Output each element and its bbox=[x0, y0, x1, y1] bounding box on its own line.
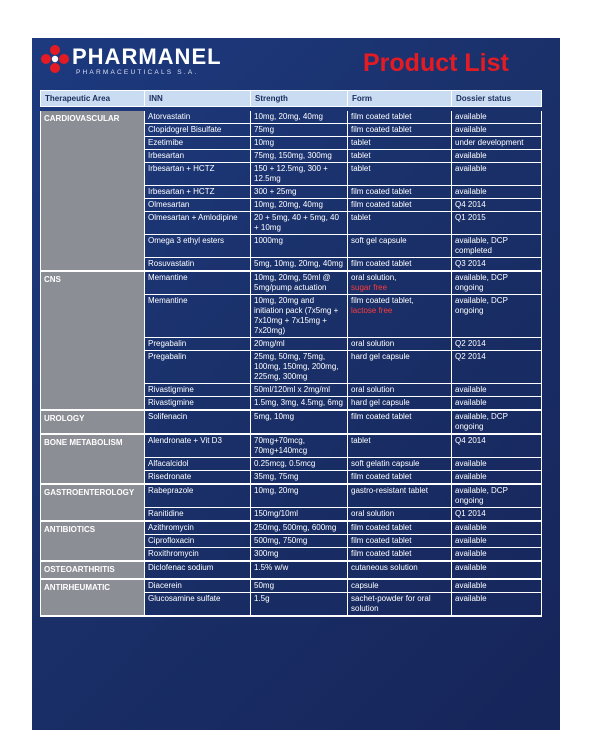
form-cell bbox=[348, 384, 452, 397]
form-cell-text: tablet bbox=[351, 151, 371, 160]
status-cell-text: available bbox=[455, 563, 487, 572]
inn-cell-text: Glucosamine sulfate bbox=[148, 594, 221, 603]
strength-cell-text: 5mg, 10mg bbox=[254, 412, 295, 421]
status-cell-text: available bbox=[455, 398, 487, 407]
strength-cell-text: 150 + 12.5mg, 300 + 12.5mg bbox=[254, 164, 328, 183]
column-header: Strength bbox=[251, 91, 348, 107]
product-list-sheet bbox=[32, 38, 560, 730]
column-header: Therapeutic Area bbox=[41, 91, 145, 107]
status-cell bbox=[452, 351, 542, 384]
strength-cell-text: 1.5g bbox=[254, 594, 270, 603]
status-cell bbox=[452, 410, 542, 434]
inn-cell-text: Diacerein bbox=[148, 581, 182, 590]
status-cell bbox=[452, 484, 542, 508]
status-cell bbox=[452, 535, 542, 548]
strength-cell bbox=[251, 410, 348, 434]
form-cell bbox=[348, 535, 452, 548]
status-cell-text: available bbox=[455, 549, 487, 558]
form-cell bbox=[348, 295, 452, 338]
inn-cell-text: Azithromycin bbox=[148, 523, 194, 532]
status-cell bbox=[452, 397, 542, 411]
inn-cell-text: Olmesartan bbox=[148, 200, 190, 209]
status-cell-text: available bbox=[455, 385, 487, 394]
status-cell bbox=[452, 521, 542, 535]
form-cell bbox=[348, 508, 452, 522]
therapeutic-area-cell: ANTIBIOTICS bbox=[41, 521, 145, 561]
status-cell bbox=[452, 212, 542, 235]
strength-cell-text: 1000mg bbox=[254, 236, 283, 245]
strength-cell bbox=[251, 471, 348, 485]
status-cell-text: available bbox=[455, 472, 487, 481]
strength-cell bbox=[251, 508, 348, 522]
status-cell-text: available bbox=[455, 536, 487, 545]
inn-cell bbox=[145, 397, 251, 411]
therapeutic-area-cell: UROLOGY bbox=[41, 410, 145, 434]
status-cell bbox=[452, 199, 542, 212]
status-cell-text: available bbox=[455, 125, 487, 134]
form-cell bbox=[348, 338, 452, 351]
strength-cell-text: 5mg, 10mg, 20mg, 40mg bbox=[254, 259, 343, 268]
inn-cell bbox=[145, 124, 251, 137]
strength-cell-text: 300 + 25mg bbox=[254, 187, 297, 196]
strength-cell-text: 70mg+70mcg, 70mg+140mcg bbox=[254, 436, 308, 455]
therapeutic-area-cell: OSTEOARTHRITIS bbox=[41, 561, 145, 579]
status-cell bbox=[452, 508, 542, 522]
strength-cell-text: 20 + 5mg, 40 + 5mg, 40 + 10mg bbox=[254, 213, 339, 232]
strength-cell bbox=[251, 593, 348, 617]
status-cell bbox=[452, 235, 542, 258]
inn-cell bbox=[145, 535, 251, 548]
inn-cell bbox=[145, 561, 251, 579]
inn-cell-text: Pregabalin bbox=[148, 352, 187, 361]
inn-cell bbox=[145, 484, 251, 508]
inn-cell bbox=[145, 458, 251, 471]
form-cell-text: film coated tablet bbox=[351, 472, 412, 481]
form-cell bbox=[348, 351, 452, 384]
therapeutic-area-cell: CARDIOVASCULAR bbox=[41, 111, 145, 271]
therapeutic-area-cell: BONE METABOLISM bbox=[41, 434, 145, 484]
strength-cell-text: 10mg, 20mg, 40mg bbox=[254, 200, 323, 209]
form-cell bbox=[348, 458, 452, 471]
strength-cell-text: 10mg, 20mg, 50ml @ 5mg/pump actuation bbox=[254, 273, 331, 292]
form-cell-text: film coated tablet bbox=[351, 259, 412, 268]
strength-cell-text: 10mg bbox=[254, 138, 275, 147]
product-table bbox=[40, 90, 542, 617]
status-cell-text: Q1 2014 bbox=[455, 509, 486, 518]
strength-cell bbox=[251, 535, 348, 548]
status-cell-text: available bbox=[455, 581, 487, 590]
inn-cell bbox=[145, 410, 251, 434]
strength-cell bbox=[251, 212, 348, 235]
strength-cell bbox=[251, 434, 348, 458]
status-cell-text: Q3 2014 bbox=[455, 259, 486, 268]
status-cell bbox=[452, 548, 542, 562]
strength-cell-text: 500mg, 750mg bbox=[254, 536, 308, 545]
brand-tagline: PHARMACEUTICALS S.A. bbox=[76, 69, 199, 76]
form-cell-text: film coated tablet bbox=[351, 549, 412, 558]
inn-cell-text: Irbesartan + HCTZ bbox=[148, 164, 215, 173]
status-cell bbox=[452, 137, 542, 150]
column-header: Form bbox=[348, 91, 452, 107]
form-cell-text: hard gel capsule bbox=[351, 352, 410, 361]
strength-cell bbox=[251, 150, 348, 163]
form-cell-text: cutaneous solution bbox=[351, 563, 418, 572]
strength-cell-text: 1.5mg, 3mg, 4.5mg, 6mg bbox=[254, 398, 343, 407]
form-cell bbox=[348, 548, 452, 562]
inn-cell bbox=[145, 295, 251, 338]
status-cell bbox=[452, 124, 542, 137]
therapeutic-area-cell: GASTROENTEROLOGY bbox=[41, 484, 145, 521]
form-cell bbox=[348, 235, 452, 258]
form-cell-text: film coated tablet, bbox=[351, 296, 414, 305]
form-cell bbox=[348, 397, 452, 411]
therapeutic-area-cell: CNS bbox=[41, 271, 145, 410]
strength-cell bbox=[251, 384, 348, 397]
status-cell-text: available, DCP ongoing bbox=[455, 486, 508, 505]
status-cell bbox=[452, 593, 542, 617]
inn-cell bbox=[145, 338, 251, 351]
table-row bbox=[41, 271, 542, 295]
strength-cell bbox=[251, 579, 348, 593]
inn-cell-text: Diclofenac sodium bbox=[148, 563, 214, 572]
inn-cell bbox=[145, 199, 251, 212]
form-cell bbox=[348, 521, 452, 535]
status-cell bbox=[452, 295, 542, 338]
status-cell-text: available, DCP ongoing bbox=[455, 296, 508, 315]
inn-cell bbox=[145, 593, 251, 617]
table-row bbox=[41, 434, 542, 458]
form-cell bbox=[348, 579, 452, 593]
strength-cell-text: 75mg bbox=[254, 125, 275, 134]
table-row bbox=[41, 579, 542, 593]
inn-cell-text: Ciprofloxacin bbox=[148, 536, 195, 545]
strength-cell bbox=[251, 163, 348, 186]
table-header-row bbox=[41, 91, 542, 107]
inn-cell bbox=[145, 434, 251, 458]
strength-cell-text: 250mg, 500mg, 600mg bbox=[254, 523, 337, 532]
form-cell bbox=[348, 163, 452, 186]
inn-cell-text: Risedronate bbox=[148, 472, 192, 481]
form-cell-text: soft gelatin capsule bbox=[351, 459, 420, 468]
strength-cell bbox=[251, 271, 348, 295]
inn-cell-text: Irbesartan bbox=[148, 151, 185, 160]
column-header: INN bbox=[145, 91, 251, 107]
form-cell bbox=[348, 258, 452, 272]
column-header: Dossier status bbox=[452, 91, 542, 107]
strength-cell bbox=[251, 458, 348, 471]
form-cell bbox=[348, 271, 452, 295]
form-cell-text: tablet bbox=[351, 164, 371, 173]
form-cell-text: sachet-powder for oral solution bbox=[351, 594, 431, 613]
status-cell-text: available bbox=[455, 459, 487, 468]
inn-cell-text: Memantine bbox=[148, 296, 188, 305]
form-cell bbox=[348, 471, 452, 485]
page-header bbox=[32, 38, 560, 86]
status-cell-text: Q1 2015 bbox=[455, 213, 486, 222]
form-cell bbox=[348, 150, 452, 163]
form-cell bbox=[348, 410, 452, 434]
form-cell-text: hard gel capsule bbox=[351, 398, 410, 407]
strength-cell bbox=[251, 258, 348, 272]
table-row bbox=[41, 561, 542, 579]
status-cell-text: available, DCP ongoing bbox=[455, 273, 508, 292]
form-cell bbox=[348, 124, 452, 137]
form-cell-text: oral solution, bbox=[351, 273, 397, 282]
table-body bbox=[41, 111, 542, 616]
inn-cell bbox=[145, 235, 251, 258]
inn-cell-text: Irbesartan + HCTZ bbox=[148, 187, 215, 196]
strength-cell bbox=[251, 235, 348, 258]
strength-cell bbox=[251, 351, 348, 384]
strength-cell-text: 10mg, 20mg, 40mg bbox=[254, 112, 323, 121]
status-cell bbox=[452, 111, 542, 124]
form-cell-text: capsule bbox=[351, 581, 379, 590]
form-cell-text: film coated tablet bbox=[351, 112, 412, 121]
inn-cell bbox=[145, 521, 251, 535]
therapeutic-area-cell: ANTIRHEUMATIC bbox=[41, 579, 145, 616]
status-cell-text: Q2 2014 bbox=[455, 352, 486, 361]
strength-cell bbox=[251, 295, 348, 338]
inn-cell-text: Ezetimibe bbox=[148, 138, 184, 147]
form-cell-text: tablet bbox=[351, 213, 371, 222]
form-cell-text: film coated tablet bbox=[351, 187, 412, 196]
strength-cell bbox=[251, 111, 348, 124]
status-cell-text: under development bbox=[455, 138, 524, 147]
strength-cell-text: 150mg/10ml bbox=[254, 509, 299, 518]
status-cell-text: available bbox=[455, 187, 487, 196]
form-cell-text: film coated tablet bbox=[351, 200, 412, 209]
strength-cell bbox=[251, 521, 348, 535]
strength-cell-text: 25mg, 50mg, 75mg, 100mg, 150mg, 200mg, 225mg, 300mg bbox=[254, 352, 339, 381]
status-cell bbox=[452, 163, 542, 186]
form-cell-text: oral solution bbox=[351, 509, 395, 518]
strength-cell-text: 0.25mcg, 0.5mcg bbox=[254, 459, 316, 468]
strength-cell bbox=[251, 137, 348, 150]
status-cell-text: available, DCP completed bbox=[455, 236, 508, 255]
form-cell bbox=[348, 593, 452, 617]
strength-cell-text: 10mg, 20mg bbox=[254, 486, 299, 495]
strength-cell bbox=[251, 548, 348, 562]
inn-cell-text: Rabeprazole bbox=[148, 486, 194, 495]
status-cell bbox=[452, 561, 542, 579]
strength-cell-text: 35mg, 75mg bbox=[254, 472, 299, 481]
strength-cell-text: 1.5% w/w bbox=[254, 563, 289, 572]
strength-cell-text: 300mg bbox=[254, 549, 279, 558]
strength-cell bbox=[251, 397, 348, 411]
inn-cell-text: Omega 3 ethyl esters bbox=[148, 236, 225, 245]
strength-cell bbox=[251, 338, 348, 351]
inn-cell bbox=[145, 508, 251, 522]
form-cell-text: gastro-resistant tablet bbox=[351, 486, 428, 495]
status-cell-text: available bbox=[455, 594, 487, 603]
inn-cell-text: Olmesartan + Amlodipine bbox=[148, 213, 238, 222]
inn-cell-text: Rivastigmine bbox=[148, 398, 194, 407]
strength-cell-text: 20mg/ml bbox=[254, 339, 285, 348]
table-row bbox=[41, 410, 542, 434]
inn-cell-text: Rivastigmine bbox=[148, 385, 194, 394]
status-cell-text: Q4 2014 bbox=[455, 436, 486, 445]
status-cell-text: available bbox=[455, 164, 487, 173]
inn-cell bbox=[145, 271, 251, 295]
form-cell bbox=[348, 484, 452, 508]
strength-cell bbox=[251, 124, 348, 137]
status-cell bbox=[452, 150, 542, 163]
strength-cell-text: 10mg, 20mg and initiation pack (7x5mg + 7x10mg + 7x15mg + 7x20mg) bbox=[254, 296, 339, 335]
strength-cell bbox=[251, 199, 348, 212]
inn-cell-text: Memantine bbox=[148, 273, 188, 282]
status-cell-text: Q2 2014 bbox=[455, 339, 486, 348]
inn-cell-text: Atorvastatin bbox=[148, 112, 191, 121]
inn-cell-text: Solifenacin bbox=[148, 412, 188, 421]
status-cell bbox=[452, 186, 542, 199]
form-cell-text: oral solution bbox=[351, 385, 395, 394]
inn-cell bbox=[145, 163, 251, 186]
strength-cell bbox=[251, 484, 348, 508]
form-cell-text: film coated tablet bbox=[351, 125, 412, 134]
inn-cell bbox=[145, 579, 251, 593]
inn-cell bbox=[145, 384, 251, 397]
form-cell bbox=[348, 186, 452, 199]
form-cell bbox=[348, 199, 452, 212]
status-cell-text: available bbox=[455, 523, 487, 532]
status-cell bbox=[452, 458, 542, 471]
inn-cell-text: Pregabalin bbox=[148, 339, 187, 348]
status-cell-text: available, DCP ongoing bbox=[455, 412, 508, 431]
inn-cell bbox=[145, 111, 251, 124]
inn-cell bbox=[145, 150, 251, 163]
status-cell bbox=[452, 579, 542, 593]
brand-name: PHARMANEL bbox=[72, 44, 222, 69]
form-cell-text: film coated tablet bbox=[351, 536, 412, 545]
form-cell bbox=[348, 212, 452, 235]
form-cell-text: tablet bbox=[351, 138, 371, 147]
inn-cell-text: Roxithromycin bbox=[148, 549, 199, 558]
table-row bbox=[41, 521, 542, 535]
status-cell bbox=[452, 434, 542, 458]
inn-cell bbox=[145, 351, 251, 384]
form-note: sugar free bbox=[351, 283, 388, 292]
strength-cell bbox=[251, 561, 348, 579]
status-cell-text: available bbox=[455, 112, 487, 121]
strength-cell bbox=[251, 186, 348, 199]
form-cell-text: tablet bbox=[351, 436, 371, 445]
strength-cell-text: 50ml/120ml x 2mg/ml bbox=[254, 385, 331, 394]
status-cell bbox=[452, 271, 542, 295]
strength-cell-text: 75mg, 150mg, 300mg bbox=[254, 151, 332, 160]
inn-cell bbox=[145, 258, 251, 272]
inn-cell-text: Ranitidine bbox=[148, 509, 184, 518]
form-note: lactose free bbox=[351, 306, 393, 315]
inn-cell bbox=[145, 137, 251, 150]
status-cell-text: available bbox=[455, 151, 487, 160]
table-row bbox=[41, 111, 542, 124]
form-cell-text: soft gel capsule bbox=[351, 236, 407, 245]
inn-cell bbox=[145, 186, 251, 199]
status-cell-text: Q4 2014 bbox=[455, 200, 486, 209]
status-cell bbox=[452, 471, 542, 485]
status-cell bbox=[452, 258, 542, 272]
inn-cell bbox=[145, 548, 251, 562]
table-row bbox=[41, 484, 542, 508]
form-cell-text: film coated tablet bbox=[351, 412, 412, 421]
strength-cell-text: 50mg bbox=[254, 581, 275, 590]
form-cell-text: film coated tablet bbox=[351, 523, 412, 532]
status-cell bbox=[452, 384, 542, 397]
form-cell bbox=[348, 137, 452, 150]
inn-cell-text: Alendronate + Vit D3 bbox=[148, 436, 222, 445]
inn-cell bbox=[145, 212, 251, 235]
status-cell bbox=[452, 338, 542, 351]
page-title: Product List bbox=[363, 49, 509, 77]
pharmanel-logo-icon bbox=[40, 44, 70, 74]
form-cell bbox=[348, 561, 452, 579]
inn-cell-text: Rosuvastatin bbox=[148, 259, 195, 268]
form-cell-text: oral solution bbox=[351, 339, 395, 348]
inn-cell-text: Clopidogrel Bisulfate bbox=[148, 125, 222, 134]
inn-cell-text: Alfacalcidol bbox=[148, 459, 189, 468]
form-cell bbox=[348, 111, 452, 124]
form-cell bbox=[348, 434, 452, 458]
inn-cell bbox=[145, 471, 251, 485]
